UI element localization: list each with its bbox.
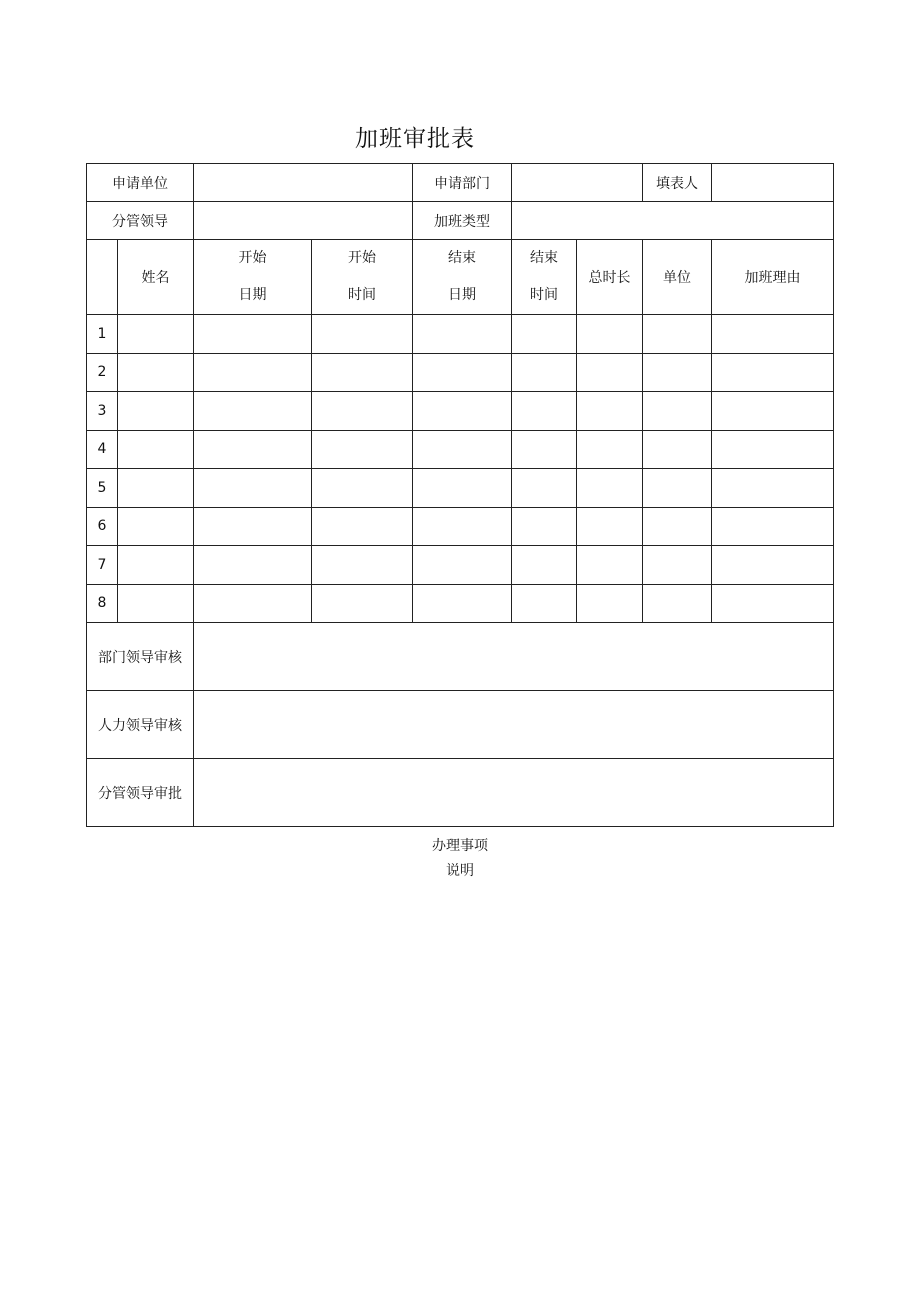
name-cell[interactable] — [118, 469, 194, 508]
total-hours-cell[interactable] — [577, 392, 643, 431]
end-time-cell[interactable] — [512, 507, 577, 546]
col-end-date-line2: 日期 — [448, 287, 476, 303]
total-hours-cell[interactable] — [577, 353, 643, 392]
notes-line-2: 说明 — [446, 863, 474, 879]
table-row — [87, 392, 834, 431]
col-start-time-line1: 开始 — [348, 250, 376, 266]
unit-cell[interactable] — [643, 469, 712, 508]
start-date-cell[interactable] — [194, 546, 312, 585]
end-date-cell[interactable] — [413, 546, 512, 585]
end-time-cell[interactable] — [512, 546, 577, 585]
applicant-dept-label: 申请部门 — [413, 164, 512, 202]
start-date-cell[interactable] — [194, 353, 312, 392]
name-cell[interactable] — [118, 315, 194, 354]
reason-cell[interactable] — [712, 469, 834, 508]
table-row — [87, 315, 834, 354]
unit-cell[interactable] — [643, 430, 712, 469]
unit-cell[interactable] — [643, 584, 712, 623]
col-unit: 单位 — [643, 240, 712, 315]
total-hours-cell[interactable] — [577, 584, 643, 623]
col-start-date — [194, 240, 312, 315]
name-cell[interactable] — [118, 546, 194, 585]
reason-cell[interactable] — [712, 315, 834, 354]
filled-by-field[interactable] — [712, 164, 834, 202]
unit-cell[interactable] — [643, 392, 712, 431]
table-row — [87, 584, 834, 623]
overtime-type-label: 加班类型 — [413, 202, 512, 240]
col-start-date-line1: 开始 — [238, 250, 267, 266]
row-number: 6 — [87, 507, 118, 546]
approval-label: 分管领导审批 — [87, 759, 194, 827]
applicant-unit-label: 申请单位 — [87, 164, 194, 202]
col-end-time-line2: 时间 — [530, 287, 558, 303]
end-date-cell[interactable] — [413, 315, 512, 354]
end-date-cell[interactable] — [413, 353, 512, 392]
start-date-cell[interactable] — [194, 392, 312, 431]
end-time-cell[interactable] — [512, 353, 577, 392]
reason-cell[interactable] — [712, 584, 834, 623]
start-date-cell[interactable] — [194, 430, 312, 469]
col-end-date — [413, 240, 512, 315]
reason-cell[interactable] — [712, 392, 834, 431]
end-time-cell[interactable] — [512, 469, 577, 508]
name-cell[interactable] — [118, 507, 194, 546]
end-time-cell[interactable] — [512, 392, 577, 431]
end-time-cell[interactable] — [512, 584, 577, 623]
approval-row — [87, 691, 834, 759]
col-name: 姓名 — [118, 240, 194, 315]
reason-cell[interactable] — [712, 546, 834, 585]
approval-row — [87, 759, 834, 827]
row-number: 5 — [87, 469, 118, 508]
total-hours-cell[interactable] — [577, 315, 643, 354]
start-time-cell[interactable] — [312, 584, 413, 623]
notes-line-1: 办理事项 — [432, 838, 488, 854]
start-time-cell[interactable] — [312, 430, 413, 469]
row-number: 7 — [87, 546, 118, 585]
approval-field[interactable] — [194, 759, 834, 827]
overtime-approval-form — [86, 163, 834, 827]
supervisor-field[interactable] — [194, 202, 413, 240]
start-time-cell[interactable] — [312, 353, 413, 392]
start-time-cell[interactable] — [312, 392, 413, 431]
start-time-cell[interactable] — [312, 315, 413, 354]
approval-label: 人力领导审核 — [87, 691, 194, 759]
row-number-header — [87, 240, 118, 315]
header-row-2 — [87, 202, 834, 240]
row-number: 2 — [87, 353, 118, 392]
form-title: 加班审批表 — [355, 126, 475, 152]
approval-field[interactable] — [194, 623, 834, 691]
reason-cell[interactable] — [712, 507, 834, 546]
approval-field[interactable] — [194, 691, 834, 759]
col-reason: 加班理由 — [712, 240, 834, 315]
total-hours-cell[interactable] — [577, 430, 643, 469]
table-row — [87, 353, 834, 392]
end-date-cell[interactable] — [413, 392, 512, 431]
col-start-time-line2: 时间 — [348, 287, 376, 303]
col-start-time — [312, 240, 413, 315]
start-date-cell[interactable] — [194, 584, 312, 623]
start-time-cell[interactable] — [312, 546, 413, 585]
reason-cell[interactable] — [712, 430, 834, 469]
col-end-time — [512, 240, 577, 315]
notes-block — [0, 834, 920, 884]
table-row — [87, 507, 834, 546]
col-total-hours: 总时长 — [577, 240, 643, 315]
table-row — [87, 469, 834, 508]
end-date-cell[interactable] — [413, 430, 512, 469]
end-time-cell[interactable] — [512, 315, 577, 354]
row-number: 8 — [87, 584, 118, 623]
filled-by-label: 填表人 — [643, 164, 712, 202]
start-time-cell[interactable] — [312, 507, 413, 546]
end-time-cell[interactable] — [512, 430, 577, 469]
col-end-time-line1: 结束 — [530, 250, 558, 266]
unit-cell[interactable] — [643, 507, 712, 546]
start-date-cell[interactable] — [194, 507, 312, 546]
unit-cell[interactable] — [643, 315, 712, 354]
start-date-cell[interactable] — [194, 469, 312, 508]
total-hours-cell[interactable] — [577, 469, 643, 508]
name-cell[interactable] — [118, 584, 194, 623]
end-date-cell[interactable] — [413, 507, 512, 546]
table-row — [87, 430, 834, 469]
row-number: 4 — [87, 430, 118, 469]
row-number: 1 — [87, 315, 118, 354]
name-cell[interactable] — [118, 392, 194, 431]
applicant-dept-field[interactable] — [512, 164, 643, 202]
approval-row — [87, 623, 834, 691]
name-cell[interactable] — [118, 430, 194, 469]
name-cell[interactable] — [118, 353, 194, 392]
col-start-date-line2: 日期 — [238, 287, 267, 303]
col-end-date-line1: 结束 — [448, 250, 476, 266]
total-hours-cell[interactable] — [577, 546, 643, 585]
applicant-unit-field[interactable] — [194, 164, 413, 202]
end-date-cell[interactable] — [413, 469, 512, 508]
row-number: 3 — [87, 392, 118, 431]
start-time-cell[interactable] — [312, 469, 413, 508]
column-header-row — [87, 240, 834, 315]
supervisor-label: 分管领导 — [87, 202, 194, 240]
total-hours-cell[interactable] — [577, 507, 643, 546]
end-date-cell[interactable] — [413, 584, 512, 623]
unit-cell[interactable] — [643, 546, 712, 585]
overtime-type-field[interactable] — [512, 202, 834, 240]
start-date-cell[interactable] — [194, 315, 312, 354]
approval-label: 部门领导审核 — [87, 623, 194, 691]
reason-cell[interactable] — [712, 353, 834, 392]
unit-cell[interactable] — [643, 353, 712, 392]
table-row — [87, 546, 834, 585]
header-row-1 — [87, 164, 834, 202]
